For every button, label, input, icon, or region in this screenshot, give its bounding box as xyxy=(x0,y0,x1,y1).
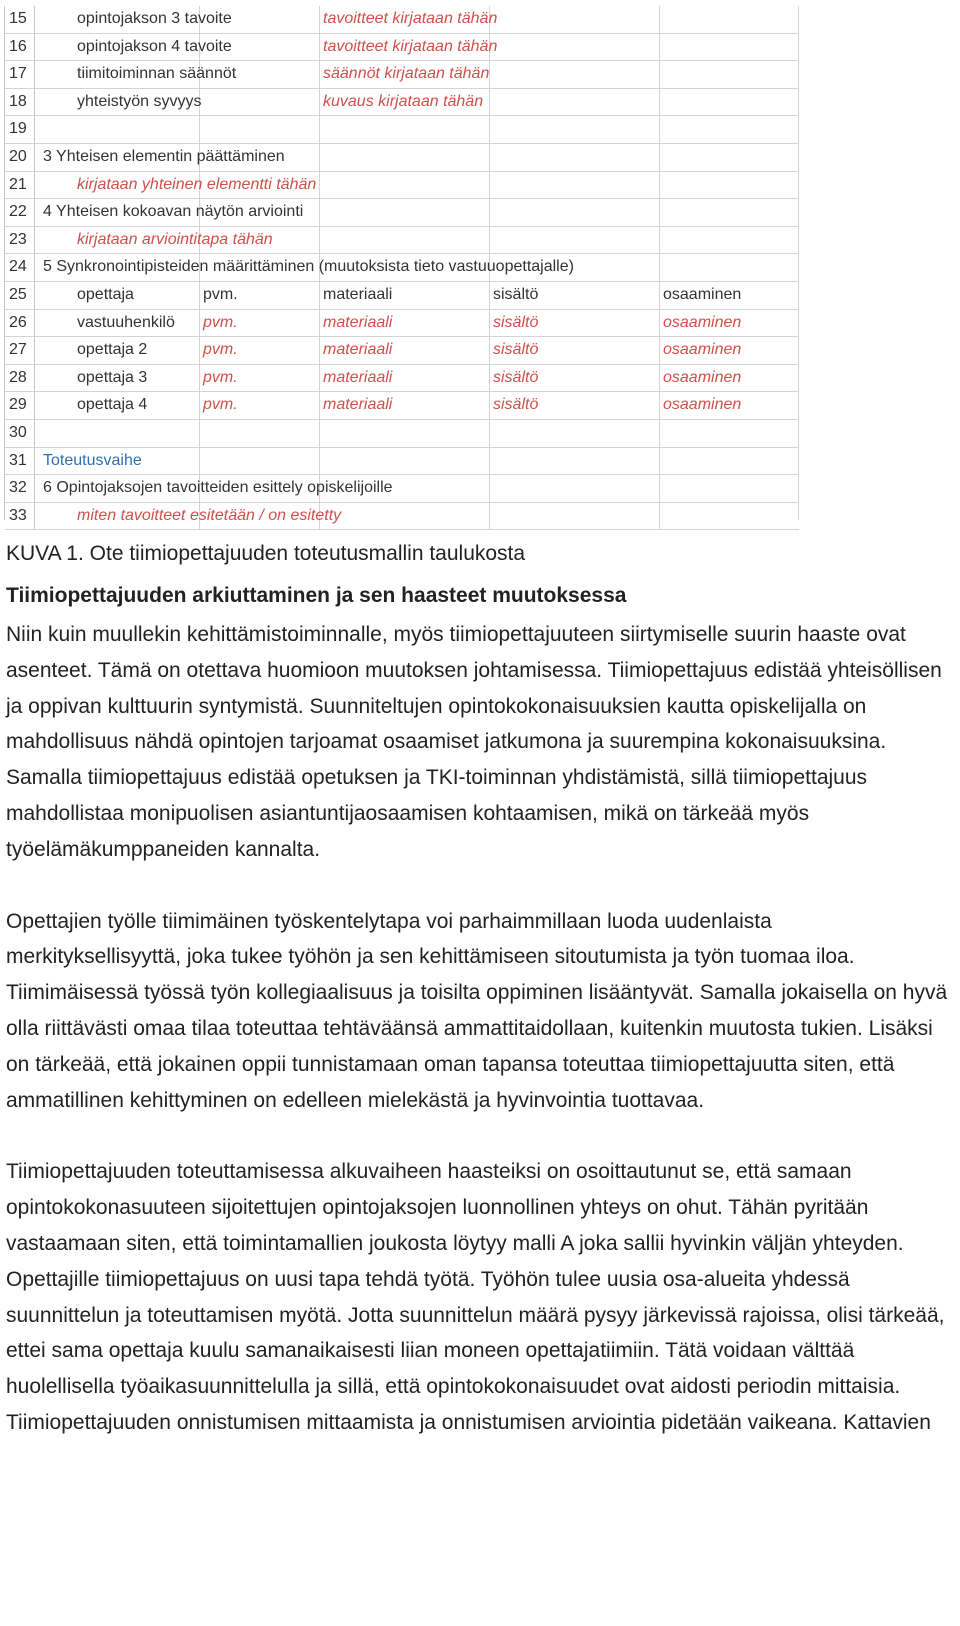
row-number: 21 xyxy=(5,172,35,199)
paragraph-1: Niin kuin muullekin kehittämistoiminnalle, myös tiimiopettajuuteen siirtymiselle suurin haaste ovat asenteet. Tämä on otettava huomioon muutoksen johtamisessa. Tiimiopettajuus edistää yhteisöllisen ja oppivan kulttuurin syntymistä. Suunniteltujen opintokokonaisuuksien kautta opiskelijalla on mahdollisuus nähdä opintojen tarjoamat osaamiset jatkumona ja suurempina kokonaisuuksina. Samalla tiimiopettajuus edistää opetuksen ja TKI-toiminnan yhdistämistä, sillä tiimiopettajuus mahdollistaa monipuolisen asiantuntijaosaamisen kohtaamisen, mikä on tärkeää myös työelämäkumppaneiden kannalta. xyxy=(6,623,942,861)
sheet-row xyxy=(5,448,799,476)
row-number: 32 xyxy=(5,475,35,502)
grid-line xyxy=(489,420,490,447)
grid-line xyxy=(489,144,490,171)
sheet-cell: opettaja 2 xyxy=(77,341,148,359)
grid-line xyxy=(489,199,490,226)
sheet-row xyxy=(5,282,799,310)
grid-line xyxy=(489,503,490,530)
sheet-row xyxy=(5,172,799,200)
grid-line xyxy=(319,199,320,226)
grid-line xyxy=(659,34,660,61)
grid-line xyxy=(489,448,490,475)
sheet-cell: osaaminen xyxy=(663,396,742,414)
sheet-cell: tavoitteet kirjataan tähän xyxy=(323,10,498,27)
sheet-cell: osaaminen xyxy=(663,368,742,386)
sheet-cell: opettaja 3 xyxy=(77,368,148,386)
grid-line xyxy=(319,144,320,171)
grid-line xyxy=(659,254,660,281)
sheet-cell: 5 Synkronointipisteiden määrittäminen (muutoksista tieto vastuuopettajalle) xyxy=(43,258,574,276)
sheet-cell: pvm. xyxy=(203,313,238,331)
row-number: 33 xyxy=(5,503,35,530)
sheet-row xyxy=(5,6,799,34)
grid-line xyxy=(199,116,200,143)
sheet-cell: 4 Yhteisen kokoavan näytön arviointi xyxy=(43,203,304,221)
sheet-cell: 6 Opintojaksojen tavoitteiden esittely opiskelijoille xyxy=(43,479,393,497)
row-number: 19 xyxy=(5,116,35,143)
row-number: 31 xyxy=(5,448,35,475)
sheet-row xyxy=(5,116,799,144)
paragraph-3: Tiimiopettajuuden toteuttamisessa alkuvaiheen haasteiksi on osoittautunut se, että samaan opintokokonasuuteen sijoitettujen opintojaksojen luonnollinen yhteys on ohut. Tähän pyritään vastaamaan siten, että toimintamallien joukosta löytyy malli A joka sallii hyvinkin väljän yhteyden. Opettajille tiimiopettajuus on uusi tapa tehdä työtä. Työhön tulee uusia osa-alueita yhdessä suunnittelun ja toteuttamisen myötä. Jotta suunnittelun määrä pysyy järkevissä rajoissa, olisi tärkeää, ettei sama opettaja kuulu samanaikaisesti liian moneen opettajatiimiin. Tätä voidaan välttää huolellisella työaikasuunnittelulla ja sillä, että opintokokonaisuudet ovat aidosti periodin mittaisia. Tiimiopettajuuden onnistumisen mittaamista ja onnistumisen arviointia pidetään vaikeana. Kattavien xyxy=(6,1160,945,1434)
sheet-cell: vastuuhenkilö xyxy=(77,313,175,331)
sheet-row xyxy=(5,337,799,365)
sheet-cell: materiaali xyxy=(323,368,393,386)
row-number: 18 xyxy=(5,89,35,116)
sheet-cell: materiaali xyxy=(323,313,393,331)
sheet-row xyxy=(5,61,799,89)
sheet-cell: materiaali xyxy=(323,341,393,359)
sheet-cell: osaaminen xyxy=(663,341,742,359)
sheet-row xyxy=(5,392,799,420)
grid-line xyxy=(659,420,660,447)
sheet-cell: pvm. xyxy=(203,341,238,359)
sheet-row xyxy=(5,199,799,227)
grid-line xyxy=(659,475,660,502)
grid-line xyxy=(319,227,320,254)
sheet-cell: opintojakson 3 tavoite xyxy=(77,10,232,27)
grid-line xyxy=(319,420,320,447)
row-number: 16 xyxy=(5,34,35,61)
sheet-row xyxy=(5,475,799,503)
row-number: 17 xyxy=(5,61,35,88)
sheet-cell: sisältö xyxy=(493,341,539,359)
document-body xyxy=(6,536,950,1477)
sheet-cell: osaaminen xyxy=(663,285,742,303)
sheet-row xyxy=(5,89,799,117)
grid-line xyxy=(659,89,660,116)
grid-line xyxy=(659,116,660,143)
sheet-cell: kirjataan arviointitapa tähän xyxy=(77,230,273,248)
sheet-cell: miten tavoitteet esitetään / on esitetty xyxy=(77,506,342,524)
grid-line xyxy=(659,448,660,475)
sheet-row xyxy=(5,34,799,62)
sheet-row xyxy=(5,503,799,531)
row-number: 28 xyxy=(5,365,35,392)
figure-caption: KUVA 1. Ote tiimiopettajuuden toteutusmallin taulukosta xyxy=(6,542,526,565)
grid-line xyxy=(659,503,660,530)
sheet-row xyxy=(5,365,799,393)
sheet-cell: opettaja xyxy=(77,285,134,303)
sheet-cell: tiimitoiminnan säännöt xyxy=(77,65,237,83)
sheet-cell: 3 Yhteisen elementin päättäminen xyxy=(43,147,285,165)
row-number: 22 xyxy=(5,199,35,226)
grid-line xyxy=(489,475,490,502)
grid-line xyxy=(659,6,660,33)
row-number: 26 xyxy=(5,310,35,337)
sheet-cell: kuvaus kirjataan tähän xyxy=(323,92,484,110)
row-number: 15 xyxy=(5,6,35,33)
sheet-row xyxy=(5,420,799,448)
sheet-cell: sisältö xyxy=(493,368,539,386)
sheet-row xyxy=(5,310,799,338)
sheet-row xyxy=(5,144,799,172)
sheet-cell: opintojakson 4 tavoite xyxy=(77,37,232,55)
row-number: 20 xyxy=(5,144,35,171)
sheet-cell: pvm. xyxy=(203,396,238,414)
grid-line xyxy=(319,172,320,199)
sheet-cell: yhteistyön syvyys xyxy=(77,92,202,110)
paragraph-2: Opettajien työlle tiimimäinen työskentelytapa voi parhaimmillaan luoda uudenlaista merkityksellisyyttä, joka tukee työhön ja sen kehittämiseen sitoutumista ja työn tuomaa iloa. Tiimimäisessä työssä työn kollegiaalisuus ja toisilta oppiminen lisääntyvät. Samalla jokaisella on hyvä olla riittävästi omaa tilaa toteuttaa tehtäväänsä ammattitaidollaan, kuitenkin muutosta tukien. Lisäksi on tärkeää, että jokainen oppii tunnistamaan oman tapansa toteuttaa tiimiopettajuutta siten, että ammatillinen kehittyminen on edelleen mielekästä ja hyvinvointia tuottavaa. xyxy=(6,909,948,1112)
sheet-row xyxy=(5,254,799,282)
sheet-cell: materiaali xyxy=(323,396,393,414)
row-number: 30 xyxy=(5,420,35,447)
grid-line xyxy=(319,116,320,143)
grid-line xyxy=(659,144,660,171)
sheet-cell: materiaali xyxy=(323,285,393,303)
row-number: 29 xyxy=(5,392,35,419)
grid-line xyxy=(659,227,660,254)
sheet-cell: opettaja 4 xyxy=(77,396,148,414)
grid-line xyxy=(659,199,660,226)
sheet-cell: sisältö xyxy=(493,313,539,331)
grid-line xyxy=(489,227,490,254)
grid-line xyxy=(489,172,490,199)
section-heading: Tiimiopettajuuden arkiuttaminen ja sen haasteet muutoksessa xyxy=(6,584,627,607)
grid-line xyxy=(199,420,200,447)
sheet-cell: sisältö xyxy=(493,285,539,303)
sheet-cell: kirjataan yhteinen elementti tähän xyxy=(77,175,317,193)
row-number: 27 xyxy=(5,337,35,364)
spreadsheet-excerpt xyxy=(4,6,799,524)
row-number: 23 xyxy=(5,227,35,254)
sheet-cell: Toteutusvaihe xyxy=(43,451,142,469)
sheet-cell: sisältö xyxy=(493,396,539,414)
sheet-cell: osaaminen xyxy=(663,313,742,331)
sheet-cell: pvm. xyxy=(203,285,238,303)
sheet-cell: pvm. xyxy=(203,368,238,386)
sheet-row xyxy=(5,227,799,255)
sheet-cell: säännöt kirjataan tähän xyxy=(323,65,490,83)
grid-line xyxy=(489,89,490,116)
grid-line xyxy=(319,448,320,475)
grid-line xyxy=(199,448,200,475)
row-number: 24 xyxy=(5,254,35,281)
row-number: 25 xyxy=(5,282,35,309)
grid-line xyxy=(659,172,660,199)
sheet-cell: tavoitteet kirjataan tähän xyxy=(323,37,498,55)
grid-line xyxy=(659,61,660,88)
grid-line xyxy=(489,116,490,143)
